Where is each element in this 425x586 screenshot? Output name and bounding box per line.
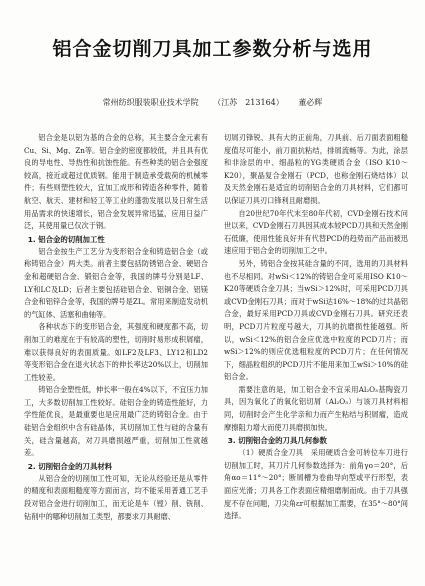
postcode: （江苏 213164） (213, 98, 284, 107)
paragraph: 铸铝合金塑性低，伸长率一般在4%以下，不宜压力加工，大多数切削加工性较好。硅铝合金的铸造性能好，力学性能优良，是最重要也是应用最广泛的铸铝合金。由于硅铝合金组织中含有硅晶体，其切削加工性与硅的含量有关，硅含量越高，对刀具磨损越严重，切削加工性就越差。 (24, 385, 208, 458)
paragraph: 铝合金是以铝为基的合金的总称，其主要合金元素有Cu、Si、Mg、Zn等。铝合金的密度都较低，并且具有优良的导电性、导热性和抗蚀性能。有些种类的铝合金强度较高，接近或超过优质钢。能用于制造承受载荷的机械零件；有些则塑性较大，宜加工成形和铸造各种零件，随着航空、航天、建材和轻工等工业的蓬勃发展以及日常生活用品需求的快速增长，铝合金发展异常迅猛，应用日益广泛，其使用量已仅次于钢。 (24, 133, 208, 231)
affiliation: 常州纺织服装职业技术学院 (102, 98, 199, 107)
section-heading: 3. 切削铝合金的刀具几何参数 (227, 436, 327, 446)
paragraph-continued: 切屑刃锋锐、具有大的正前角，刀具前、后刀面表面粗糙度值尽可能小，前刀面抗粘结，排屑流畅等。为此，涂层和非涂层的中、细晶粒的YG类硬质合金（ISO K10～K20），聚晶复合金刚石（PCD，也称金刚石烧结体）以及天然金刚石是适宜的切削铝合金的刀具材料，它们都可以保证刀具刃口锋利且耐磨损。 (224, 133, 408, 205)
right-column (224, 132, 408, 523)
section-heading: 2. 切削铝合金的刀具材料 (27, 461, 113, 471)
paragraph: 各种状态下的变形铝合金，其强度和硬度都不高，切削加工的难度在于有较高的塑性，切削时易形成积屑瘤，难以获得良好的表面质量。如LF2及LF3、LY12和LD2等变形铝合金在退火状态下的伸长率达20%以上，切削加工性较差。 (24, 322, 208, 382)
paragraph: 从铝合金的切削加工性可知，无论从经验还是从零件的精度和表面粗糙度等方面而言，均不能采用普通工艺手段对铝合金进行切削加工，而无论是车（镗）削、铣削、钻削中的哪种切削加工类型，都要求刀具耐磨、 (24, 473, 208, 521)
section-heading: 1. 铝合金的切削加工性 (27, 234, 105, 244)
paragraph: 铝合金按生产工艺分为变形铝合金和铸造铝合金（或称铸铝合金）两大类。前者主要包括防锈铝合金、硬铝合金和超硬铝合金、锻铝合金等，我国的牌号分别是LF、LY和LC及LD；后者主要包括硅铝合金、铝铜合金、铝镁合金和铝锌合金等，我国的牌号是ZL。常用来制造发动机的气缸体、活塞和曲轴等。 (24, 246, 208, 319)
author: 董必辉 (298, 98, 323, 107)
paragraph: 需要注意的是，加工铝合金不宜采用Al₂O₃基陶瓷刀具，因为氧化了的氧化铝切屑（Al₂O₃）与该刀具材料相同，切削时会产生化学亲和力而产生粘结与积屑瘤，造成摩擦阻力增大而使刀具磨损加快。 (224, 384, 408, 432)
byline (0, 97, 425, 108)
paragraph: 另外，铸铝合金按其硅含量的不同，选用的刀具材料也不尽相同。对wSi＜12%的铸铝合金可采用ISO K10～K20等硬质合金刀具；当wSi＞12%时，可采用PCD刀具或CVD金刚石刀具；而对于wSi达16%～18%的过共晶铝合金，最好采用PCD刀具或CVD金刚石刀具。研究还表明，PCD刀片粒度号越大，刀具的抗磨损性能越强。所以，wSi＜12%的铝合金应优选中粒度的PCD刀片；而wSi＞12%的则应优选粗粒度的PCD刀片；在任何情况下，细晶粒组织的PCD刀片不能用来加工wSi＞10%的硅铝合金。 (224, 258, 408, 382)
paragraph: 自20世纪70年代末至80年代初，CVD金刚石技术问世以来，CVD金刚石刀具因其成本较PCD刀具和天然金刚石低廉，使用性能良好并有代替PCD的趋势而产品而被迅速应用于铝合金的切削加工之中。 (224, 208, 408, 256)
left-column (24, 132, 208, 523)
paper-title: 铝合金切削刀具加工参数分析与选用 (52, 38, 373, 60)
paragraph: （1）硬质合金刀具 采用硬质合金可转位车刀进行切削加工时，其刀片几何参数选择为：前角γo＝20°，后角αo＝11°～20°；断屑槽为卷曲导向型或平行形型，表面应光滑；刀具各工作表面应精细磨制而成。由于刀具强度不存在问题，刀尖角εr可根据加工需要，在35°～80°间选择。 (224, 448, 408, 521)
